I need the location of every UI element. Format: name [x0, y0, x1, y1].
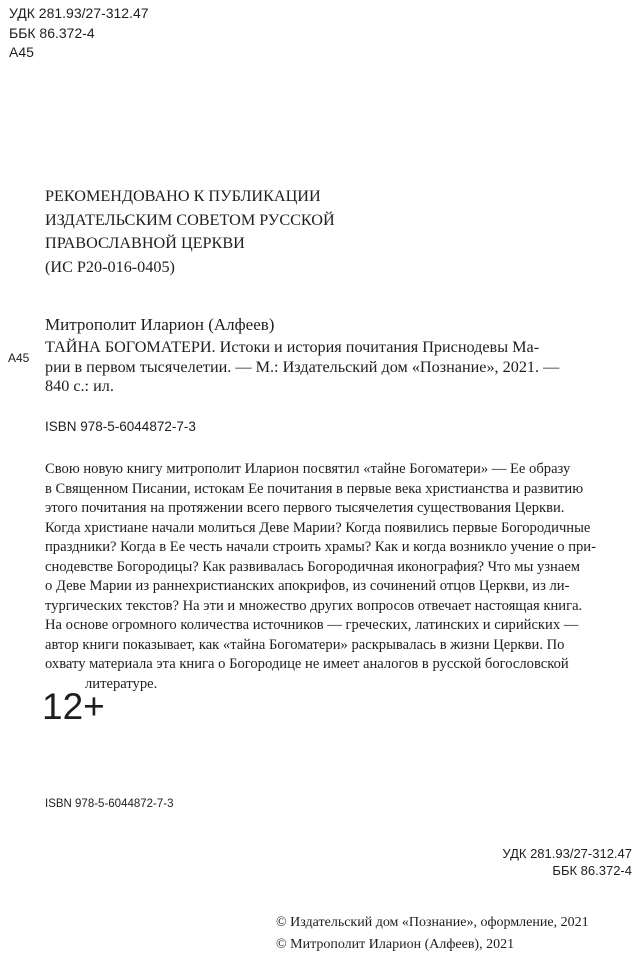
abstract-line: На основе огромного количества источников — греческих, латинских и сирийских — — [45, 617, 579, 633]
abstract-line: в Священном Писании, истокам Ее почитания в первые века христианства и развитию — [45, 480, 584, 497]
abstract-line: литературе. — [85, 675, 158, 692]
udc-code: УДК 281.93/27-312.47 — [9, 5, 149, 21]
copyright-line: © Митрополит Иларион (Алфеев), 2021 — [276, 937, 515, 952]
abstract-line: тургических текстов? На эти и множество других вопросов отвечает настоящая книга. — [45, 597, 583, 614]
recommendation-line: ПРАВОСЛАВНОЙ ЦЕРКВИ — [45, 234, 245, 252]
copyright-block — [276, 912, 589, 956]
abstract-line: Свою новую книгу митрополит Иларион посвятил «тайне Богоматери» — Ее образу — [45, 461, 571, 477]
abstract-line: о Деве Марии из раннехристианских апокрифов, из сочинений отцов Церкви, из ли- — [45, 578, 570, 594]
bibliographic-description — [45, 338, 633, 397]
copyright-line: © Издательский дом «Познание», оформление, 2021 — [276, 915, 589, 930]
age-rating: 12+ — [42, 686, 105, 727]
recommendation-line: РЕКОМЕНДОВАНО К ПУБЛИКАЦИИ — [45, 187, 321, 205]
isbn-footer: ISBN 978-5-6044872-7-3 — [45, 798, 174, 810]
author-name: Митрополит Иларион (Алфеев) — [45, 315, 275, 334]
recommendation-number: (ИС Р20-016-0405) — [45, 257, 175, 276]
author-mark: А45 — [9, 44, 34, 60]
bibliographic-line: ТАЙНА БОГОМАТЕРИ. Истоки и история почитания Приснодевы Ма- — [45, 338, 540, 356]
abstract-line: Когда христиане начали молиться Деве Марии? Когда появились первые Богородичные — [45, 519, 591, 536]
classification-codes-top — [9, 4, 149, 63]
abstract-line: праздники? Когда в Ее честь начали строить храмы? Как и когда возникло учение о при- — [45, 539, 596, 555]
bibliographic-line: 840 с.: ил. — [45, 377, 114, 395]
abstract — [45, 460, 637, 694]
publication-recommendation — [45, 185, 335, 279]
udc-code: УДК 281.93/27-312.47 — [502, 846, 632, 861]
bibliographic-line: рии в первом тысячелетии. — М.: Издательский дом «Познание», 2021. — — [45, 357, 560, 376]
recommendation-line: ИЗДАТЕЛЬСКИМ СОВЕТОМ РУССКОЙ — [45, 210, 335, 229]
abstract-line: охвату материала эта книга о Богородице не имеет аналогов в русской богословской — [45, 656, 569, 672]
abstract-line: автор книги показывает, как «тайна Богоматери» раскрывалась в жизни Церкви. По — [45, 636, 565, 653]
author-index-mark: А45 — [8, 351, 30, 365]
classification-codes-bottom — [502, 846, 632, 879]
bbk-code: ББК 86.372-4 — [9, 24, 95, 41]
abstract-line: этого почитания на протяжении всего первого тысячелетия существования Церкви. — [45, 500, 565, 516]
bbk-code: ББК 86.372-4 — [552, 862, 632, 878]
abstract-line: снодевстве Богородицы? Как развивалась Богородичная иконография? Что мы узнаем — [45, 558, 581, 575]
isbn: ISBN 978-5-6044872-7-3 — [45, 419, 196, 434]
